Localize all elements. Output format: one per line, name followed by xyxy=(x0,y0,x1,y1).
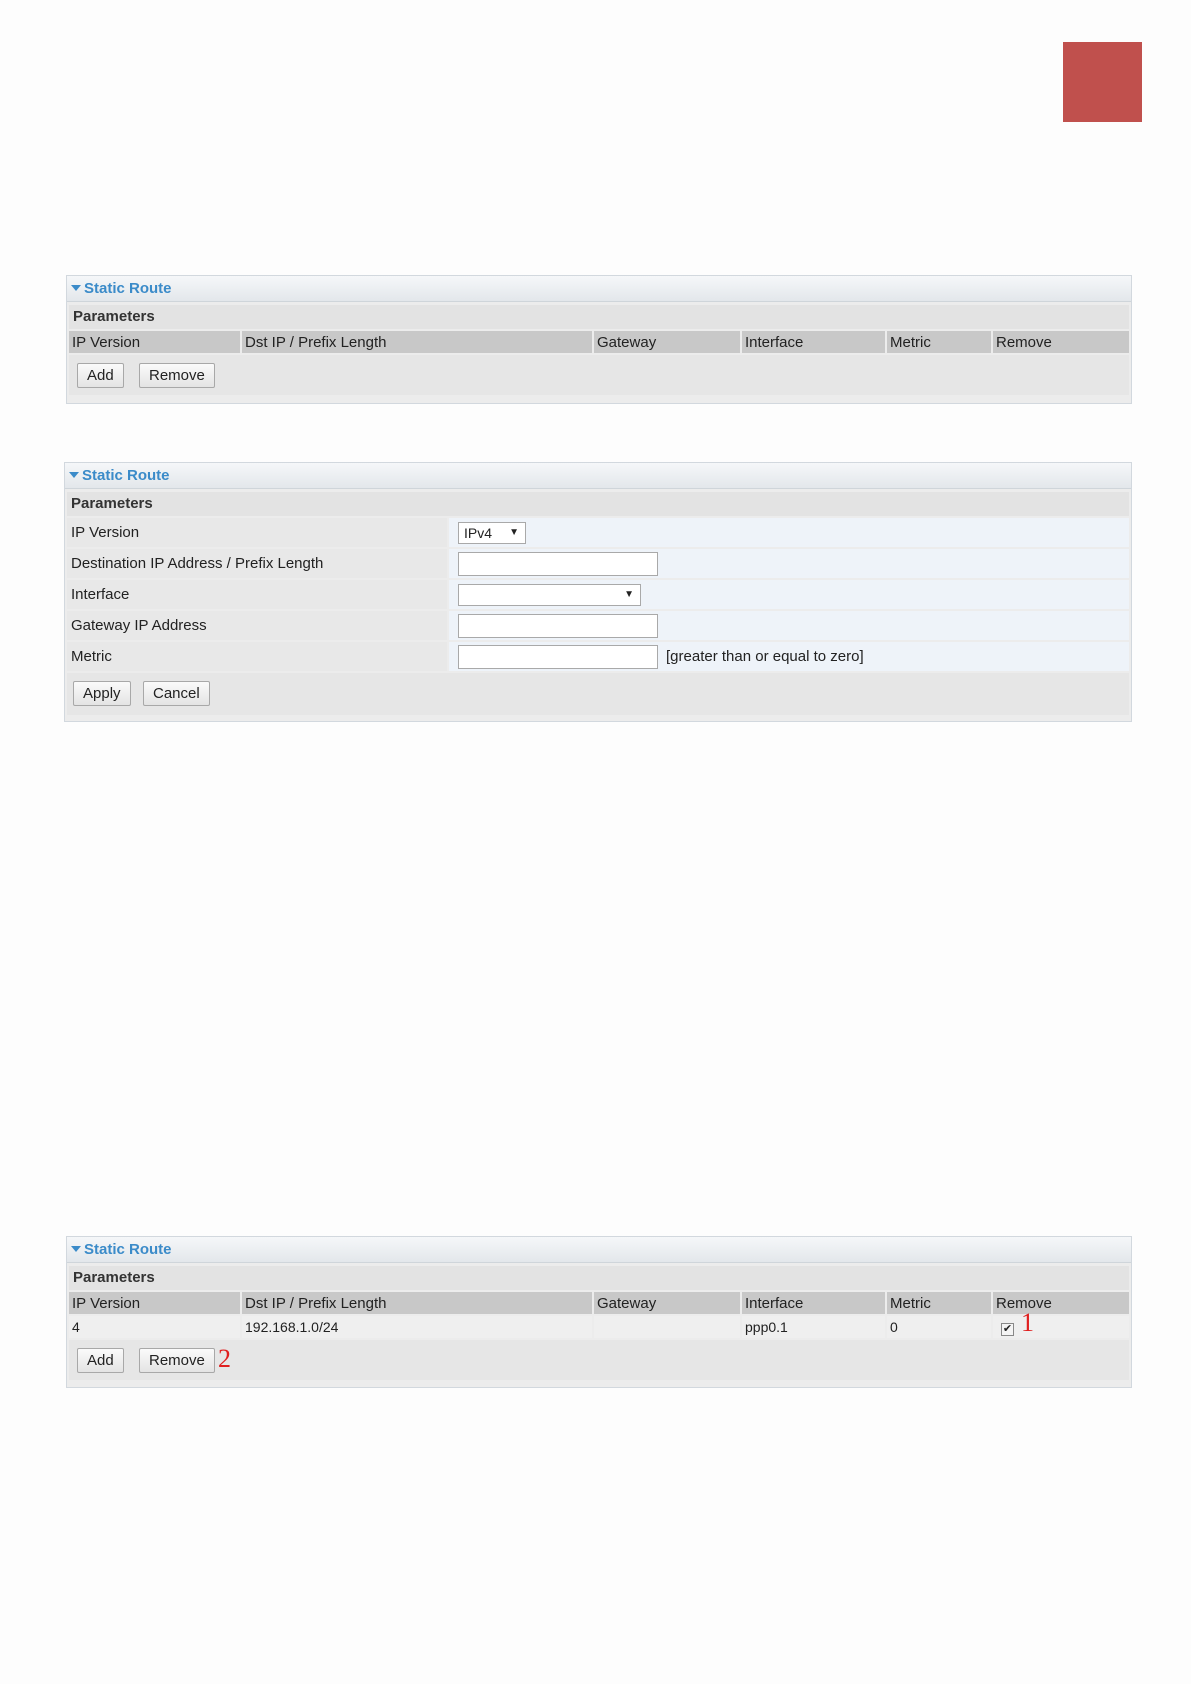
metric-hint: [greater than or equal to zero] xyxy=(666,648,864,665)
add-button[interactable]: Add xyxy=(77,1348,124,1373)
col-dst-ip: Dst IP / Prefix Length xyxy=(242,331,592,353)
ip-version-select[interactable] xyxy=(458,522,526,544)
parameters-heading: Parameters xyxy=(67,492,1129,516)
cell-gateway xyxy=(594,1316,740,1338)
annotation-marker-2: 2 xyxy=(218,1344,231,1373)
cell-interface: ppp0.1 xyxy=(742,1316,885,1338)
route-table xyxy=(67,1290,1131,1340)
col-gateway: Gateway xyxy=(594,1292,740,1314)
col-remove: Remove xyxy=(993,331,1129,353)
cell-remove xyxy=(993,1308,1129,1338)
table-header-row xyxy=(69,331,1129,353)
gateway-label: Gateway IP Address xyxy=(67,611,447,640)
destination-ip-input[interactable] xyxy=(458,552,658,576)
gateway-row xyxy=(67,611,1129,640)
col-interface: Interface xyxy=(742,1292,885,1314)
collapse-triangle-icon[interactable] xyxy=(71,1246,81,1252)
remove-button[interactable]: Remove xyxy=(139,1348,215,1373)
panel-header[interactable] xyxy=(67,1237,1131,1263)
add-button[interactable]: Add xyxy=(77,363,124,388)
panel-title: Static Route xyxy=(84,1241,172,1258)
static-route-add-form xyxy=(64,462,1132,722)
collapse-triangle-icon[interactable] xyxy=(69,472,79,478)
destination-label: Destination IP Address / Prefix Length xyxy=(67,549,447,578)
metric-label: Metric xyxy=(67,642,447,671)
ip-version-label: IP Version xyxy=(67,518,447,547)
route-table xyxy=(67,329,1131,355)
button-row xyxy=(67,673,1129,715)
apply-button[interactable]: Apply xyxy=(73,681,131,706)
col-interface: Interface xyxy=(742,331,885,353)
remove-button[interactable]: Remove xyxy=(139,363,215,388)
table-row xyxy=(69,1316,1129,1338)
cell-metric: 0 xyxy=(887,1316,991,1338)
panel-title: Static Route xyxy=(82,467,170,484)
dropdown-arrow-icon: ▼ xyxy=(509,527,519,538)
col-remove: Remove xyxy=(993,1292,1129,1314)
static-route-panel-list xyxy=(66,1236,1132,1388)
parameters-heading: Parameters xyxy=(69,305,1129,329)
destination-row xyxy=(67,549,1129,578)
table-header-row xyxy=(69,1292,1129,1314)
cancel-button[interactable]: Cancel xyxy=(143,681,210,706)
collapse-triangle-icon[interactable] xyxy=(71,285,81,291)
metric-input[interactable] xyxy=(458,645,658,669)
ip-version-value: IPv4 xyxy=(464,525,493,541)
remove-checkbox[interactable]: ✔ xyxy=(1002,1323,1013,1335)
col-gateway: Gateway xyxy=(594,331,740,353)
col-ip-version: IP Version xyxy=(69,331,240,353)
panel-header[interactable] xyxy=(65,463,1131,489)
ip-version-row xyxy=(67,518,1129,547)
interface-label: Interface xyxy=(67,580,447,609)
col-ip-version: IP Version xyxy=(69,1292,240,1314)
cell-dst-ip: 192.168.1.0/24 xyxy=(242,1316,592,1338)
parameters-heading: Parameters xyxy=(69,1266,1129,1290)
static-route-panel-empty xyxy=(66,275,1132,404)
button-row xyxy=(69,1340,1129,1380)
cell-ip-version: 4 xyxy=(69,1316,240,1338)
metric-row xyxy=(67,642,1129,671)
interface-select[interactable] xyxy=(458,584,641,606)
col-metric: Metric xyxy=(887,331,991,353)
panel-title: Static Route xyxy=(84,280,172,297)
page-corner-tab xyxy=(1063,42,1142,122)
gateway-ip-input[interactable] xyxy=(458,614,658,638)
col-dst-ip: Dst IP / Prefix Length xyxy=(242,1292,592,1314)
panel-header[interactable] xyxy=(67,276,1131,302)
dropdown-arrow-icon: ▼ xyxy=(624,589,634,600)
interface-row xyxy=(67,580,1129,609)
annotation-marker-1: 1 xyxy=(1021,1308,1034,1337)
button-row xyxy=(69,355,1129,395)
col-metric: Metric xyxy=(887,1292,991,1314)
